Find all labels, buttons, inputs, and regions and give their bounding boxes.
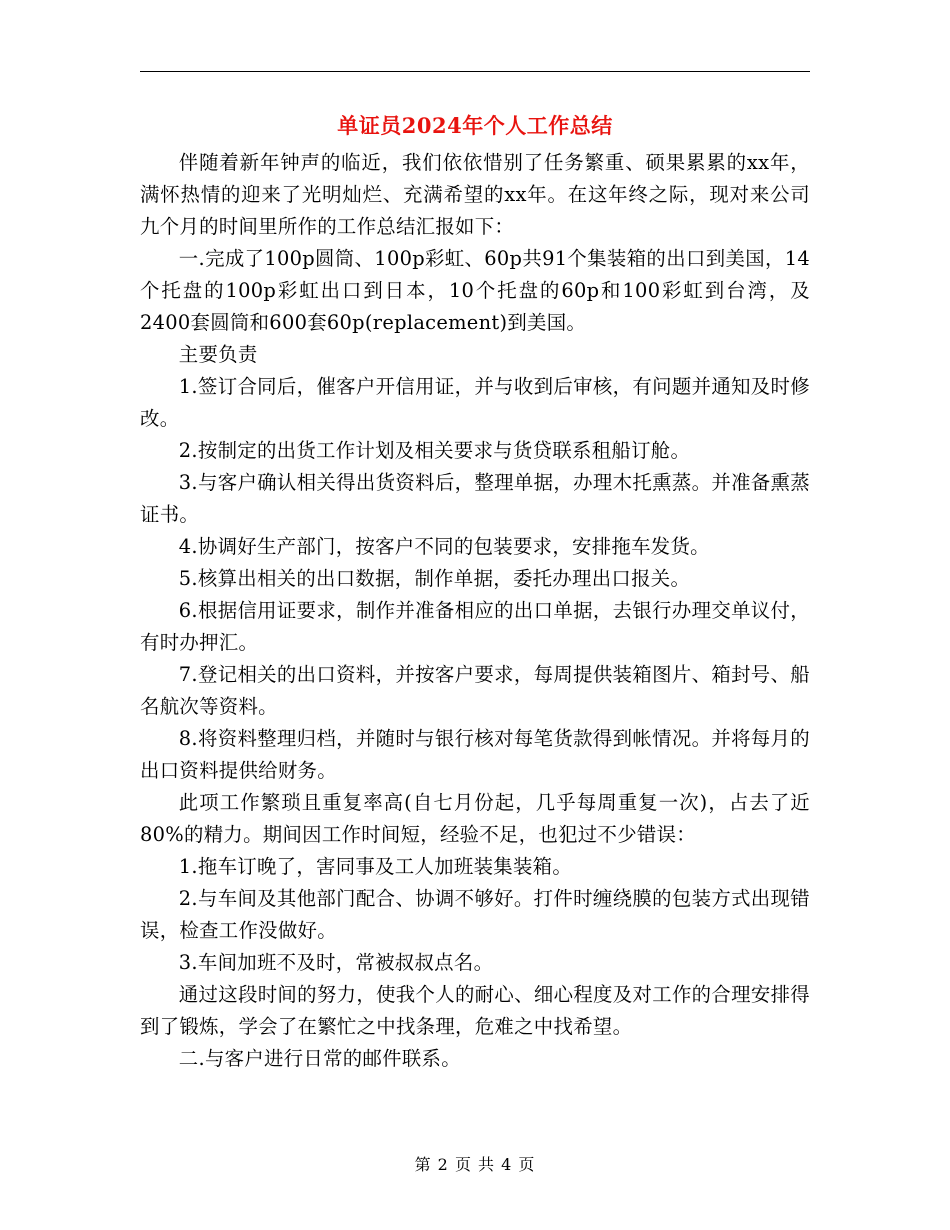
paragraph-duty-3: 3.与客户确认相关得出货资料后，整理单据，办理木托熏蒸。并准备熏蒸证书。: [140, 471, 810, 526]
paragraph-workload: 此项工作繁琐且重复率高(自七月份起，几乎每周重复一次)，占去了近80%的精力。期间因工作时间短，经验不足，也犯过不少错误：: [140, 791, 810, 846]
document-title: 单证员2024年个人工作总结: [337, 113, 613, 138]
paragraph-mistake-2: 2.与车间及其他部门配合、协调不够好。打件时缠绕膜的包装方式出现错误，检查工作没做好。: [140, 887, 810, 942]
paragraph-mistake-1: 1.拖车订晚了，害同事及工人加班装集装箱。: [178, 855, 573, 878]
page-number-label: 第 2 页 共 4 页: [414, 1155, 536, 1174]
paragraph-duty-4: 4.协调好生产部门，按客户不同的包装要求，安排拖车发货。: [178, 535, 710, 558]
paragraph-main-duties-heading: 主要负责: [178, 343, 258, 366]
paragraph-reflection: 通过这段时间的努力，使我个人的耐心、细心程度及对工作的合理安排得到了锻炼，学会了在繁忙之中找条理，危难之中找希望。: [140, 983, 810, 1038]
paragraph-section-2: 二.与客户进行日常的邮件联系。: [178, 1047, 461, 1070]
paragraph-mistake-3: 3.车间加班不及时，常被叔叔点名。: [178, 951, 494, 974]
paragraph-duty-6: 6.根据信用证要求，制作并准备相应的出口单据，去银行办理交单议付，有时办押汇。: [140, 599, 810, 654]
page-footer: [140, 1150, 810, 1180]
paragraph-section-1: 一.完成了100p圆筒、100p彩虹、60p共91个集装箱的出口到美国，14个托盘的100p彩虹出口到日本，10个托盘的60p和100彩虹到台湾，及2400套圆筒和600套60p(replacement)到美国。: [140, 247, 810, 334]
paragraph-duty-1: 1.签订合同后，催客户开信用证，并与收到后审核，有问题并通知及时修改。: [140, 375, 810, 430]
paragraph-duty-2: 2.按制定的出货工作计划及相关要求与货贷联系租船订舱。: [178, 439, 691, 462]
paragraph-duty-5: 5.核算出相关的出口数据，制作单据，委托办理出口报关。: [178, 567, 691, 590]
paragraph-duty-8: 8.将资料整理归档，并随时与银行核对每笔货款得到帐情况。并将每月的出口资料提供给财务。: [140, 727, 810, 782]
header-rule: [140, 71, 810, 72]
paragraph-duty-7: 7.登记相关的出口资料，并按客户要求，每周提供装箱图片、箱封号、船名航次等资料。: [140, 663, 810, 718]
document-body: [140, 147, 810, 1075]
paragraph-intro: 伴随着新年钟声的临近，我们依依惜别了任务繁重、硕果累累的xx年，满怀热情的迎来了光明灿烂、充满希望的xx年。在这年终之际，现对来公司九个月的时间里所作的工作总结汇报如下：: [140, 151, 810, 238]
